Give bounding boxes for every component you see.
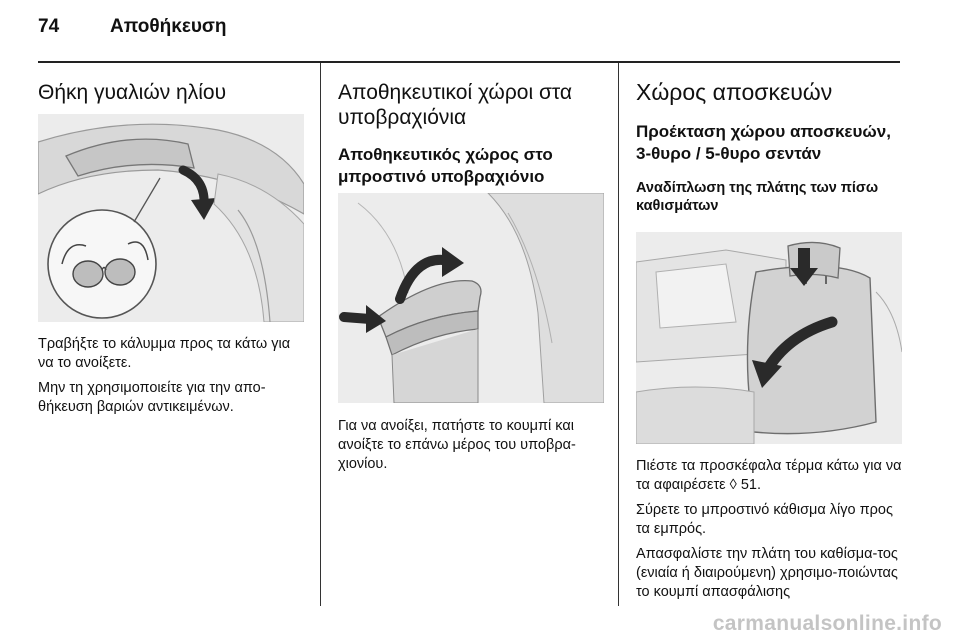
sunglasses-holder-illustration: [38, 114, 304, 322]
column-divider: [618, 63, 619, 606]
heading-armrest-storage: Αποθηκευτικοί χώροι στα υποβραχιόνια: [338, 81, 573, 129]
front-armrest-storage-illustration: [338, 193, 604, 403]
subheading-luggage-extension: Προέκταση χώρου αποσκευών, 3-θυρο / 5-θυρο σεντάν: [636, 122, 891, 163]
rear-seat-folding-illustration: [636, 232, 902, 444]
subsubheading-fold-rear-seats: Αναδίπλωση της πλάτης των πίσω καθισμάτων: [636, 180, 879, 214]
heading-luggage-compartment: Χώρος αποσκευών: [636, 79, 833, 105]
column-divider: [320, 63, 321, 606]
paragraph: Μην τη χρησιμοποιείτε για την απο-θήκευση βαριών αντικειμένων.: [38, 380, 266, 415]
column-armrest: [338, 80, 608, 188]
watermark: carmanualsonline.info: [712, 612, 942, 635]
paragraph: Πιέστε τα προσκέφαλα τέρμα κάτω για να τα αφαιρέσετε ◊ 51.: [636, 458, 902, 493]
paragraph: Για να ανοίξει, πατήστε το κουμπί και ανοίξτε το επάνω μέρος του υποβρα-χιονίου.: [338, 418, 576, 472]
paragraph: Τραβήξτε το κάλυμμα προς τα κάτω για να το ανοίξετε.: [38, 336, 291, 371]
luggage-text: [636, 457, 906, 602]
page-number: 74: [38, 16, 60, 37]
column-luggage: [636, 80, 906, 215]
sunglasses-text: [38, 335, 304, 417]
subheading-front-armrest: Αποθηκευτικός χώρος στο μπροστινό υποβραχιόνιο: [338, 145, 553, 186]
paragraph: Σύρετε το μπροστινό κάθισμα λίγο προς τα εμπρός.: [636, 502, 893, 537]
armrest-text: [338, 417, 608, 474]
heading-sunglasses-holder: Θήκη γυαλιών ηλίου: [38, 81, 227, 104]
section-title: Αποθήκευση: [110, 16, 227, 37]
paragraph: Απασφαλίστε την πλάτη του καθίσμα-τος (ενιαία ή διαιρούμενη) χρησιμο-ποιώντας το κουμπί απασφάλισης: [636, 546, 898, 600]
header-rule: [38, 61, 900, 63]
